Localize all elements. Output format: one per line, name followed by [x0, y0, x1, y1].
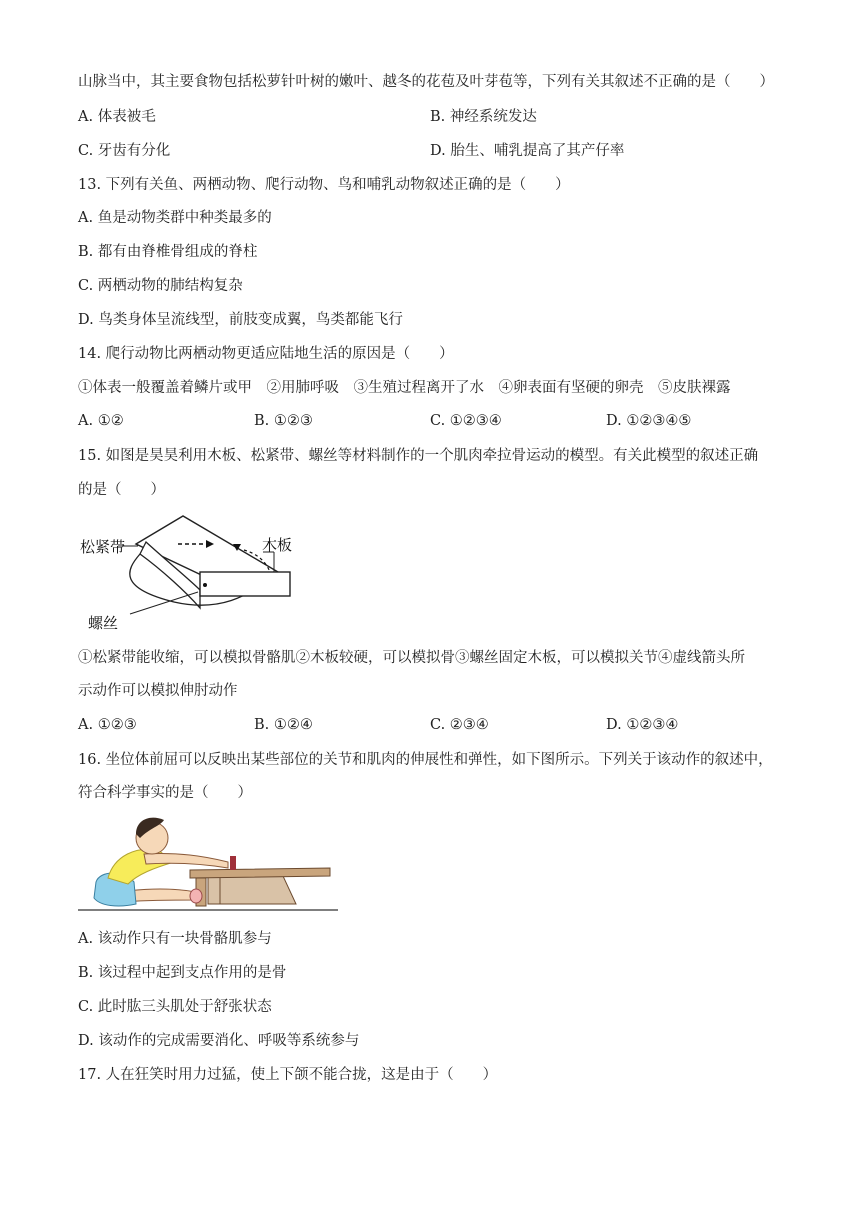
- q15-stem-line2: 的是（ ）: [78, 482, 165, 498]
- muscle-model-figure: [78, 510, 308, 635]
- lower-board: [200, 572, 290, 596]
- label-screw: 螺丝: [88, 614, 119, 632]
- leader-screw: [130, 592, 198, 614]
- q16-option-b: B. 该过程中起到支点作用的是骨: [78, 965, 287, 981]
- q14-option-b: B. ①②③: [254, 413, 313, 429]
- q16-stem-line2: 符合科学事实的是（ ）: [78, 785, 252, 801]
- q16-option-a: A. 该动作只有一块骨骼肌参与: [78, 931, 272, 947]
- q13-option-d: D. 鸟类身体呈流线型，前肢变成翼，鸟类都能飞行: [78, 312, 403, 328]
- slider-board: [190, 868, 330, 878]
- label-board: 木板: [262, 536, 293, 554]
- q15-items-line1: ①松紧带能收缩，可以模拟骨骼肌②木板较硬，可以模拟骨③螺丝固定木板，可以模拟关节④虚线箭头所: [78, 650, 745, 666]
- q16-stem-line1: 16. 坐位体前屈可以反映出某些部位的关节和肌肉的伸展性和弹性，如下图所示。下列关于该动作的叙述中，: [78, 752, 773, 768]
- label-elastic-band: 松紧带: [80, 538, 126, 556]
- slider-marker: [230, 856, 236, 870]
- q14-option-d: D. ①②③④⑤: [606, 413, 692, 429]
- q14-stem: 14. 爬行动物比两栖动物更适应陆地生活的原因是（ ）: [78, 346, 454, 362]
- child-shoes: [190, 889, 202, 903]
- q17-stem: 17. 人在狂笑时用力过猛，使上下颌不能合拢，这是由于（ ）: [78, 1067, 498, 1083]
- q15-option-b: B. ①②④: [254, 717, 313, 733]
- q12-stem-continuation: 山脉当中，其主要食物包括松萝针叶树的嫩叶、越冬的花苞及叶芽苞等，下列有关其叙述不正确的是（ ）: [78, 74, 774, 90]
- q15-option-c: C. ②③④: [430, 717, 489, 733]
- q14-option-a: A. ①②: [78, 413, 124, 429]
- q14-option-c: C. ①②③④: [430, 413, 502, 429]
- q15-option-d: D. ①②③④: [606, 717, 679, 733]
- q13-option-b: B. 都有由脊椎骨组成的脊柱: [78, 244, 258, 260]
- measure-box: [208, 876, 296, 904]
- q14-items: ①体表一般覆盖着鳞片或甲 ②用肺呼吸 ③生殖过程离开了水 ④卵表面有坚硬的卵壳 ⑤皮肤裸露: [78, 380, 731, 396]
- q15-items-line2: 示动作可以模拟伸肘动作: [78, 683, 238, 699]
- q13-option-a: A. 鱼是动物类群中种类最多的: [78, 210, 272, 226]
- q12-option-a: A. 体表被毛: [78, 109, 156, 125]
- q12-option-b: B. 神经系统发达: [430, 109, 537, 125]
- q15-stem-line1: 15. 如图是昊昊利用木板、松紧带、螺丝等材料制作的一个肌肉牵拉骨运动的模型。有关此模型的叙述正确: [78, 448, 759, 464]
- q13-stem: 13. 下列有关鱼、两栖动物、爬行动物、鸟和哺乳动物叙述正确的是（ ）: [78, 177, 570, 193]
- screw-dot: [203, 583, 207, 587]
- q16-option-c: C. 此时肱三头肌处于舒张状态: [78, 999, 272, 1015]
- q12-option-d: D. 胎生、哺乳提高了其产仔率: [430, 143, 625, 159]
- q16-option-d: D. 该动作的完成需要消化、呼吸等系统参与: [78, 1033, 360, 1049]
- sit-and-reach-figure: [78, 812, 340, 914]
- q13-option-c: C. 两栖动物的肺结构复杂: [78, 278, 243, 294]
- q12-option-c: C. 牙齿有分化: [78, 143, 171, 159]
- q15-option-a: A. ①②③: [78, 717, 137, 733]
